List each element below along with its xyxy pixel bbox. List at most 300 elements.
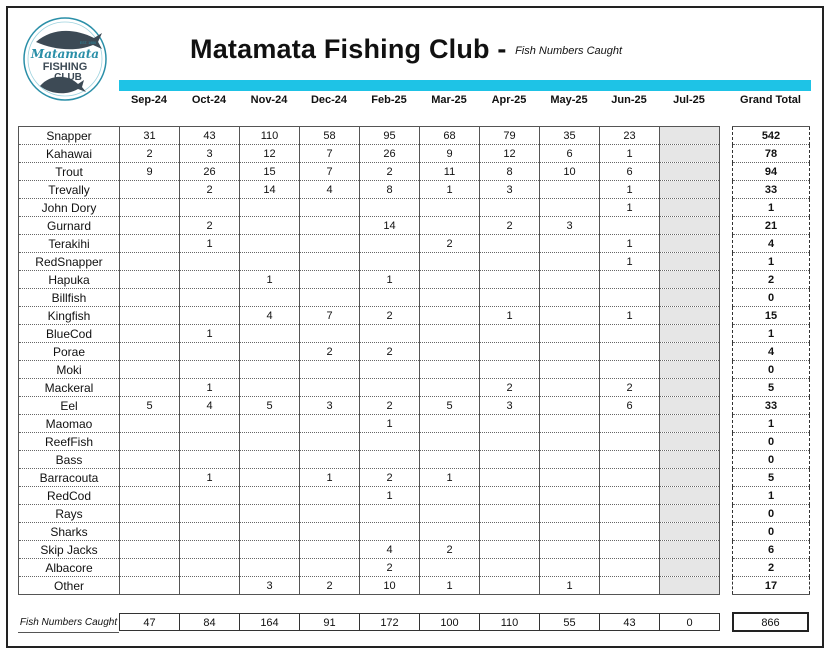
count-cell [660, 559, 720, 577]
count-cell: 35 [540, 127, 600, 145]
row-total: 0 [733, 433, 810, 451]
count-cell [660, 289, 720, 307]
count-cell [240, 379, 300, 397]
table-row [19, 433, 810, 451]
row-total: 6 [733, 541, 810, 559]
count-cell [600, 523, 660, 541]
count-cell: 1 [180, 469, 240, 487]
logo-line3: CLUB [54, 72, 82, 83]
count-cell [120, 307, 180, 325]
count-cell [240, 361, 300, 379]
count-cell [120, 559, 180, 577]
table-row [19, 145, 810, 163]
count-cell [180, 253, 240, 271]
count-cell [420, 217, 480, 235]
count-cell [420, 523, 480, 541]
count-cell [540, 361, 600, 379]
count-cell: 2 [420, 235, 480, 253]
count-cell [660, 505, 720, 523]
count-cell [540, 289, 600, 307]
count-cell [120, 271, 180, 289]
column-header: Oct-24 [191, 94, 227, 106]
column-gap [720, 505, 733, 523]
count-cell: 68 [420, 127, 480, 145]
count-cell: 6 [540, 145, 600, 163]
count-cell [660, 433, 720, 451]
count-cell: 3 [300, 397, 360, 415]
table-row [19, 523, 810, 541]
table-row [19, 199, 810, 217]
count-cell [240, 523, 300, 541]
count-cell [300, 253, 360, 271]
count-cell [480, 199, 540, 217]
count-cell [660, 415, 720, 433]
count-cell: 15 [240, 163, 300, 181]
count-cell [120, 505, 180, 523]
count-cell [240, 235, 300, 253]
column-gap [720, 415, 733, 433]
count-cell [420, 325, 480, 343]
fish-name: Skip Jacks [19, 541, 120, 559]
table-row [19, 505, 810, 523]
count-cell: 2 [360, 469, 420, 487]
count-cell [300, 199, 360, 217]
count-cell: 1 [180, 235, 240, 253]
count-cell [480, 343, 540, 361]
count-cell [360, 433, 420, 451]
row-total: 0 [733, 289, 810, 307]
footer-month-total: 110 [479, 613, 540, 631]
count-cell: 1 [360, 487, 420, 505]
count-cell [240, 253, 300, 271]
count-cell: 8 [360, 181, 420, 199]
count-cell: 1 [540, 577, 600, 595]
count-cell [240, 199, 300, 217]
count-cell [120, 289, 180, 307]
table-row [19, 271, 810, 289]
footer-month-total: 100 [419, 613, 480, 631]
count-cell [180, 343, 240, 361]
count-cell [240, 505, 300, 523]
count-cell [540, 379, 600, 397]
row-total: 0 [733, 505, 810, 523]
count-cell: 2 [360, 307, 420, 325]
count-cell: 1 [600, 199, 660, 217]
count-cell [420, 379, 480, 397]
column-gap [720, 379, 733, 397]
count-cell [600, 433, 660, 451]
accent-bar [119, 80, 811, 91]
count-cell: 79 [480, 127, 540, 145]
count-cell [480, 325, 540, 343]
count-cell: 1 [600, 181, 660, 199]
count-cell [300, 379, 360, 397]
fish-name: Barracouta [19, 469, 120, 487]
table-row [19, 325, 810, 343]
row-total: 33 [733, 181, 810, 199]
count-cell [660, 253, 720, 271]
count-cell [540, 271, 600, 289]
column-gap [720, 577, 733, 595]
count-cell: 6 [600, 163, 660, 181]
column-header: Nov-24 [250, 94, 288, 106]
count-cell [540, 343, 600, 361]
count-cell [480, 541, 540, 559]
count-cell: 11 [420, 163, 480, 181]
count-cell [180, 199, 240, 217]
count-cell [600, 487, 660, 505]
count-cell [480, 415, 540, 433]
count-cell [180, 307, 240, 325]
fish-name: Eel [19, 397, 120, 415]
count-cell [360, 379, 420, 397]
count-cell [360, 253, 420, 271]
count-cell [240, 487, 300, 505]
count-cell [420, 433, 480, 451]
count-cell [120, 181, 180, 199]
count-cell [420, 505, 480, 523]
count-cell [660, 127, 720, 145]
count-cell [120, 541, 180, 559]
column-gap [720, 397, 733, 415]
count-cell: 2 [180, 181, 240, 199]
count-cell [120, 235, 180, 253]
count-cell [480, 361, 540, 379]
table-row [19, 541, 810, 559]
count-cell [660, 181, 720, 199]
column-gap [720, 217, 733, 235]
column-gap [720, 433, 733, 451]
row-total: 542 [733, 127, 810, 145]
row-total: 0 [733, 361, 810, 379]
count-cell [180, 541, 240, 559]
count-cell [180, 271, 240, 289]
count-cell: 3 [480, 397, 540, 415]
count-cell [420, 487, 480, 505]
column-gap [720, 307, 733, 325]
fish-name: RedSnapper [19, 253, 120, 271]
count-cell [420, 559, 480, 577]
count-cell [180, 577, 240, 595]
table-row [19, 217, 810, 235]
logo-line2: FISHING [42, 61, 88, 73]
row-total: 1 [733, 199, 810, 217]
count-cell [300, 451, 360, 469]
count-cell: 1 [180, 379, 240, 397]
count-cell: 8 [480, 163, 540, 181]
count-cell [120, 469, 180, 487]
count-cell [660, 199, 720, 217]
count-cell: 1 [600, 145, 660, 163]
count-cell: 1 [600, 253, 660, 271]
count-cell: 1 [420, 577, 480, 595]
count-cell [660, 163, 720, 181]
column-gap [720, 199, 733, 217]
column-header: Sep-24 [130, 94, 168, 106]
count-cell [240, 289, 300, 307]
count-cell: 5 [420, 397, 480, 415]
count-cell [600, 217, 660, 235]
count-cell: 1 [420, 181, 480, 199]
count-cell: 7 [300, 163, 360, 181]
row-total: 94 [733, 163, 810, 181]
fish-name: Trevally [19, 181, 120, 199]
count-cell [660, 469, 720, 487]
count-cell [300, 325, 360, 343]
count-cell: 10 [540, 163, 600, 181]
count-cell: 2 [360, 397, 420, 415]
count-cell: 26 [180, 163, 240, 181]
count-cell [540, 433, 600, 451]
table-row [19, 361, 810, 379]
column-header: May-25 [550, 94, 588, 106]
count-cell [660, 217, 720, 235]
fish-name: Terakihi [19, 235, 120, 253]
count-cell: 5 [240, 397, 300, 415]
count-cell [300, 505, 360, 523]
count-cell [120, 199, 180, 217]
column-gap [720, 469, 733, 487]
count-cell [660, 271, 720, 289]
count-cell [540, 235, 600, 253]
column-header: Dec-24 [310, 94, 348, 106]
count-cell [120, 433, 180, 451]
count-cell [420, 307, 480, 325]
column-gap [720, 541, 733, 559]
fish-name: Porae [19, 343, 120, 361]
count-cell: 1 [600, 307, 660, 325]
count-cell [360, 235, 420, 253]
count-cell [480, 559, 540, 577]
fish-name: Sharks [19, 523, 120, 541]
count-cell: 2 [600, 379, 660, 397]
count-cell [360, 361, 420, 379]
count-cell [300, 433, 360, 451]
row-total: 4 [733, 235, 810, 253]
fish-name: Hapuka [19, 271, 120, 289]
table-row [19, 559, 810, 577]
count-cell [120, 217, 180, 235]
count-cell [600, 361, 660, 379]
count-cell [240, 541, 300, 559]
count-cell: 4 [180, 397, 240, 415]
column-gap [720, 523, 733, 541]
count-cell [420, 361, 480, 379]
count-cell [540, 181, 600, 199]
count-cell [480, 487, 540, 505]
count-cell: 3 [480, 181, 540, 199]
count-cell: 95 [360, 127, 420, 145]
count-cell [420, 343, 480, 361]
count-cell [540, 397, 600, 415]
row-total: 33 [733, 397, 810, 415]
count-cell [600, 505, 660, 523]
fish-name: Mackeral [19, 379, 120, 397]
count-cell [540, 469, 600, 487]
count-cell [540, 541, 600, 559]
fish-name: Other [19, 577, 120, 595]
footer-month-total: 91 [299, 613, 360, 631]
count-cell: 3 [180, 145, 240, 163]
table-row [19, 469, 810, 487]
fish-name: Kahawai [19, 145, 120, 163]
fish-name: BlueCod [19, 325, 120, 343]
row-total: 2 [733, 559, 810, 577]
fish-name: Albacore [19, 559, 120, 577]
table-row [19, 289, 810, 307]
footer-month-total: 43 [599, 613, 660, 631]
count-cell [180, 505, 240, 523]
column-gap [720, 451, 733, 469]
table-row [19, 415, 810, 433]
table-row [19, 487, 810, 505]
count-cell [180, 415, 240, 433]
count-cell [120, 325, 180, 343]
fish-name: Rays [19, 505, 120, 523]
count-cell: 2 [300, 577, 360, 595]
count-cell [420, 199, 480, 217]
count-cell: 2 [360, 343, 420, 361]
count-cell [120, 379, 180, 397]
count-cell: 6 [600, 397, 660, 415]
count-cell [300, 523, 360, 541]
count-cell: 1 [300, 469, 360, 487]
row-total: 15 [733, 307, 810, 325]
count-cell [360, 325, 420, 343]
table-row [19, 379, 810, 397]
column-gap [720, 235, 733, 253]
count-cell [300, 271, 360, 289]
count-cell: 2 [480, 217, 540, 235]
count-cell [600, 415, 660, 433]
count-cell [300, 361, 360, 379]
count-cell [240, 415, 300, 433]
table-row [19, 163, 810, 181]
count-cell [360, 451, 420, 469]
count-cell [480, 235, 540, 253]
count-cell [540, 253, 600, 271]
count-cell: 4 [240, 307, 300, 325]
count-cell [480, 469, 540, 487]
column-gap [720, 181, 733, 199]
count-cell [120, 523, 180, 541]
grand-total-header: Grand Total [740, 94, 801, 106]
count-cell [660, 397, 720, 415]
count-cell [360, 289, 420, 307]
fish-name: Kingfish [19, 307, 120, 325]
count-cell [480, 505, 540, 523]
table-row [19, 397, 810, 415]
count-cell: 1 [360, 271, 420, 289]
count-cell [480, 433, 540, 451]
footer-label: Fish Numbers Caught [18, 614, 119, 633]
logo-est: EST. 1986 [79, 41, 97, 45]
fish-name: Gurnard [19, 217, 120, 235]
count-cell [180, 451, 240, 469]
count-cell [660, 145, 720, 163]
count-cell: 1 [480, 307, 540, 325]
count-cell [540, 559, 600, 577]
count-cell [480, 451, 540, 469]
row-total: 1 [733, 253, 810, 271]
column-header: Jun-25 [611, 94, 647, 106]
count-cell [540, 487, 600, 505]
count-cell: 2 [420, 541, 480, 559]
column-gap [720, 289, 733, 307]
count-cell: 31 [120, 127, 180, 145]
count-cell [300, 487, 360, 505]
column-gap [720, 253, 733, 271]
count-cell: 110 [240, 127, 300, 145]
count-cell [360, 505, 420, 523]
count-cell [120, 415, 180, 433]
fish-name: John Dory [19, 199, 120, 217]
count-cell: 9 [420, 145, 480, 163]
row-total: 0 [733, 451, 810, 469]
title-subtitle: Fish Numbers Caught [515, 45, 623, 57]
table-row [19, 253, 810, 271]
footer-month-total: 164 [239, 613, 300, 631]
count-cell [540, 415, 600, 433]
count-cell [120, 577, 180, 595]
count-cell [600, 469, 660, 487]
club-logo [22, 16, 108, 102]
footer-grand-total: 866 [732, 612, 809, 632]
count-cell: 2 [180, 217, 240, 235]
count-cell [600, 325, 660, 343]
count-cell: 1 [420, 469, 480, 487]
count-cell [540, 307, 600, 325]
column-gap [720, 325, 733, 343]
count-cell: 2 [360, 163, 420, 181]
count-cell [180, 559, 240, 577]
column-gap [720, 127, 733, 145]
count-cell [180, 487, 240, 505]
count-cell [120, 253, 180, 271]
count-cell [660, 343, 720, 361]
count-cell [480, 271, 540, 289]
column-gap [720, 163, 733, 181]
count-cell [180, 433, 240, 451]
count-cell [660, 451, 720, 469]
footer-month-total: 172 [359, 613, 420, 631]
count-cell [600, 559, 660, 577]
count-cell: 12 [480, 145, 540, 163]
fish-name: Billfish [19, 289, 120, 307]
count-cell [540, 451, 600, 469]
count-cell [600, 541, 660, 559]
count-cell [480, 577, 540, 595]
table-row [19, 577, 810, 595]
row-total: 78 [733, 145, 810, 163]
row-total: 1 [733, 487, 810, 505]
fish-name: Trout [19, 163, 120, 181]
count-cell [240, 469, 300, 487]
count-cell [480, 289, 540, 307]
row-total: 1 [733, 325, 810, 343]
column-header: Apr-25 [491, 94, 527, 106]
count-cell [420, 415, 480, 433]
footer-month-total: 47 [119, 613, 180, 631]
row-total: 2 [733, 271, 810, 289]
table-row [19, 307, 810, 325]
count-cell [300, 217, 360, 235]
count-cell [300, 289, 360, 307]
count-cell [240, 451, 300, 469]
count-cell: 1 [600, 235, 660, 253]
column-gap [720, 487, 733, 505]
count-cell [600, 577, 660, 595]
